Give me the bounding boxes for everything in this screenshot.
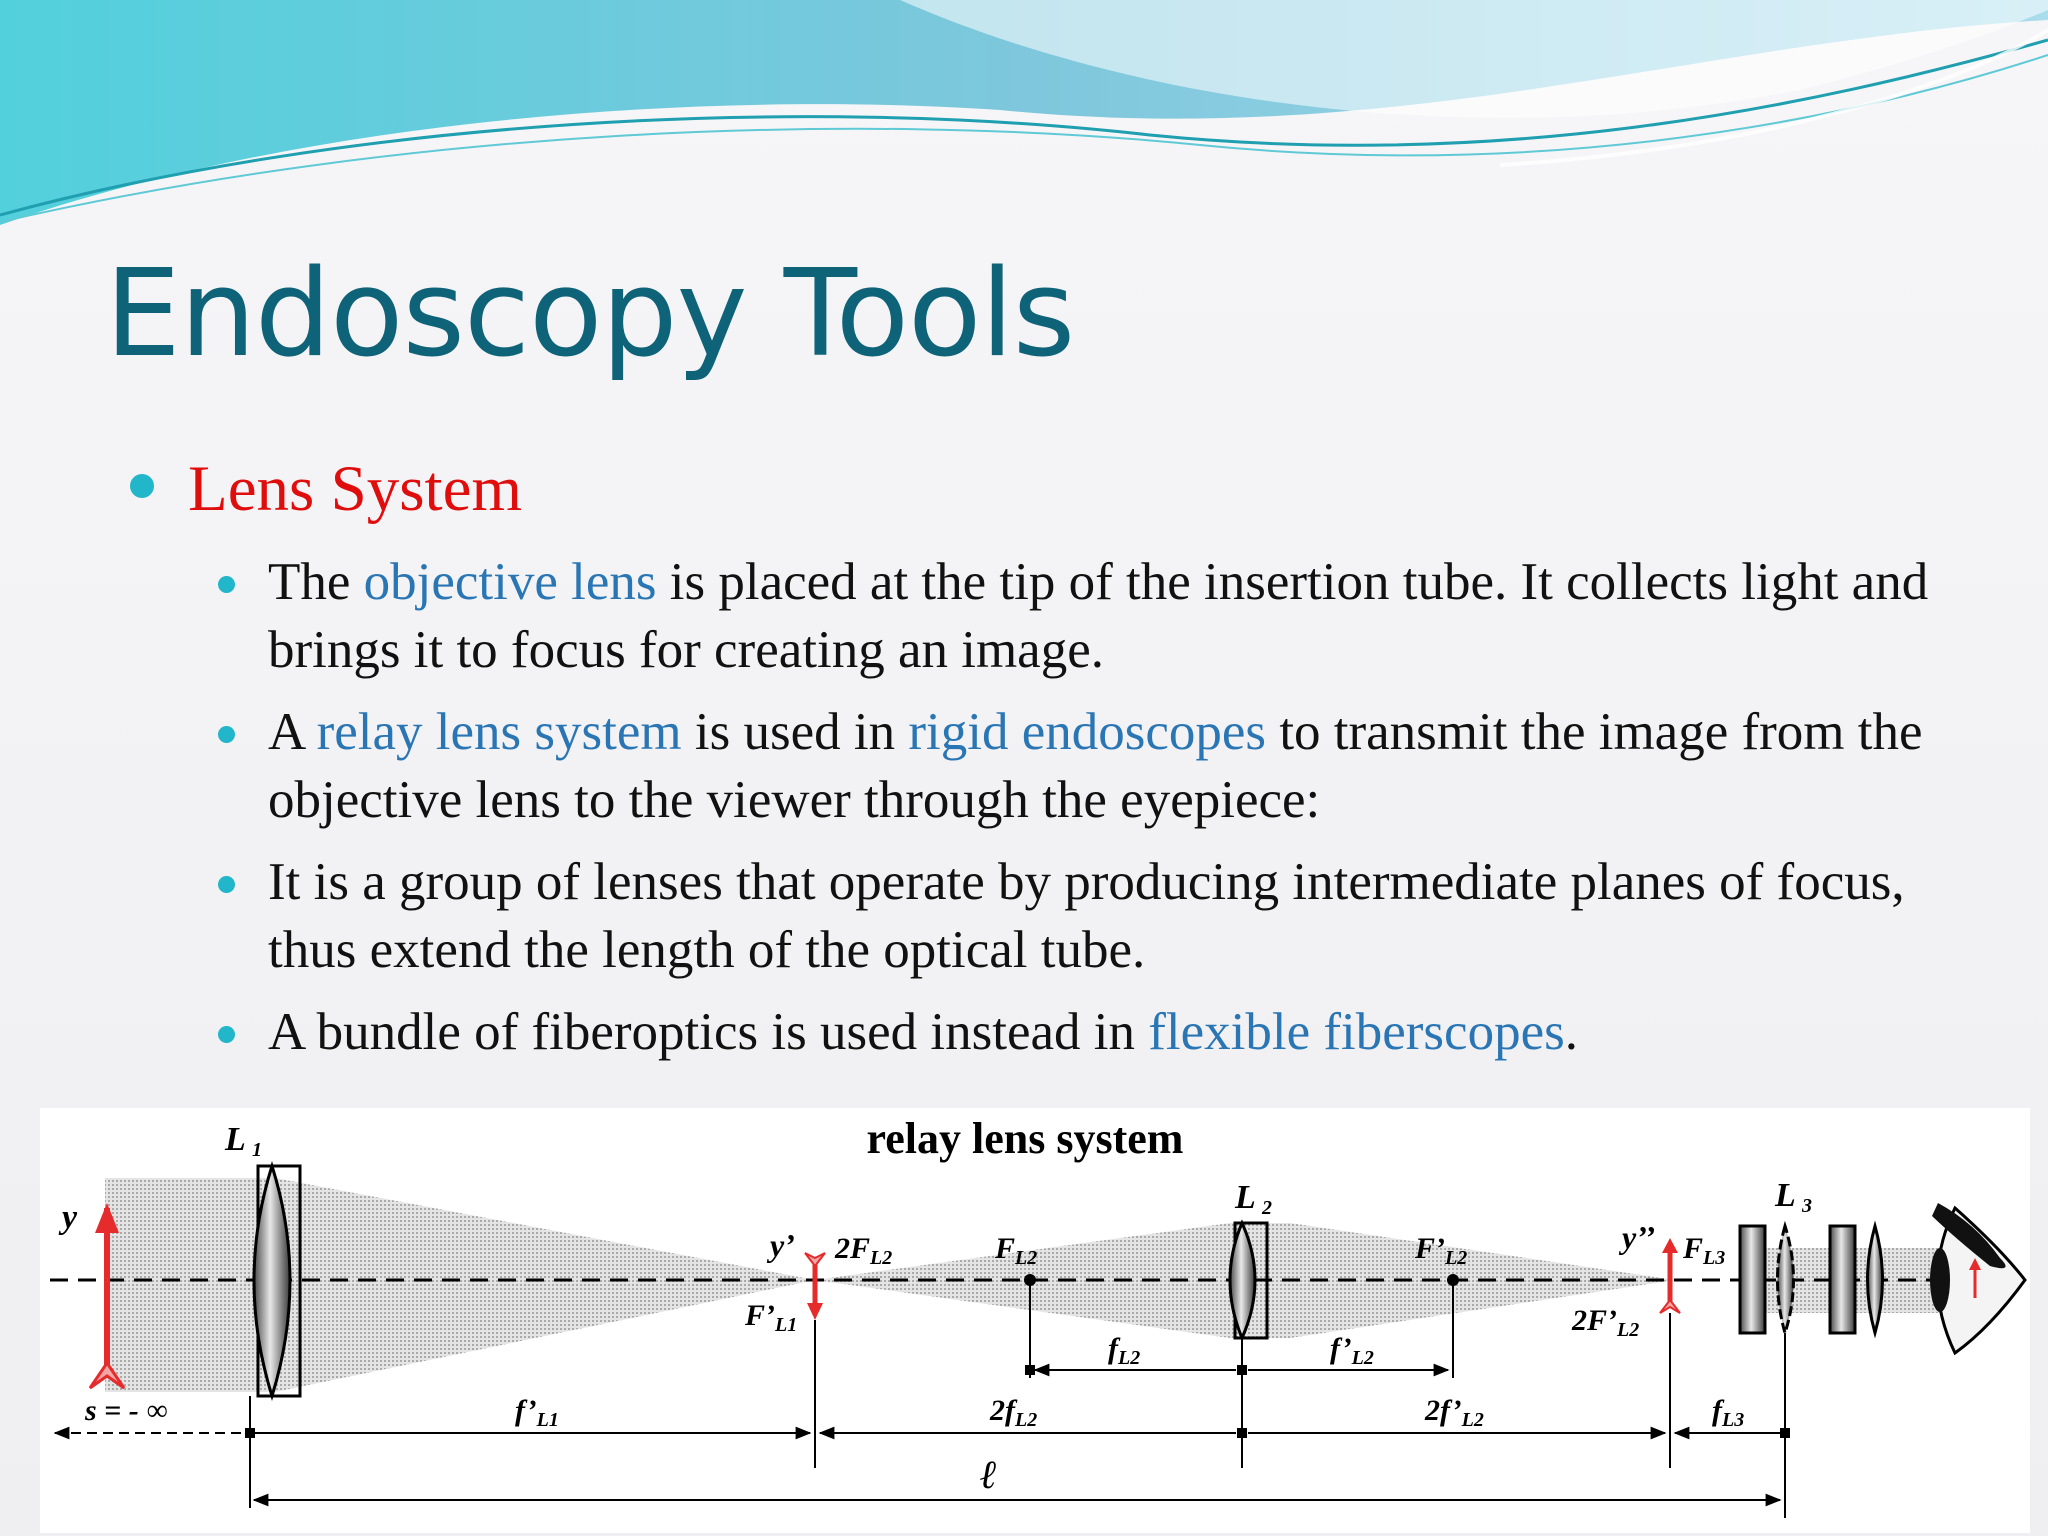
lens-label-L3: L <box>1775 1177 1796 1214</box>
bullet-item <box>214 848 1974 984</box>
label-f-L3: $f_{L3}$ <box>1712 1394 1745 1431</box>
label-2f-L2: $2f_{L2}$ <box>990 1394 1038 1431</box>
label-y-double-prime: y’’ <box>1622 1219 1656 1255</box>
relay-lens-diagram <box>40 1108 2030 1533</box>
highlight-term: flexible fiberscopes <box>1148 1003 1565 1061</box>
label-2fprime-L2: $2f’_{L2}$ <box>1425 1394 1484 1431</box>
label-fprime-L1: $f’_{L1}$ <box>515 1394 559 1431</box>
level1-bullet <box>130 452 522 527</box>
highlight-term: rigid endoscopes <box>908 703 1267 761</box>
bullet-text: is placed at the tip of the insertion tube. It collects light and brings it to focus for creating an image. <box>268 553 1929 679</box>
bullet-list <box>214 548 1974 1080</box>
bullet-dot-icon <box>218 726 235 743</box>
bullet-item <box>214 998 1974 1066</box>
label-fprime-L2: $f’_{L2}$ <box>1330 1332 1374 1369</box>
diagram-title: relay lens system <box>866 1114 1184 1163</box>
lens-L2-subscript: 2 <box>1262 1197 1272 1219</box>
highlight-term: relay lens system <box>316 703 682 761</box>
label-2Fprime-L2: $2F’_{L2}$ <box>1572 1304 1640 1341</box>
bullet-dot-icon <box>130 474 154 498</box>
slide-title: Endoscopy Tools <box>105 245 1075 384</box>
label-2F-L2: $2F_{L2}$ <box>835 1232 893 1269</box>
label-f-L2: $f_{L2}$ <box>1108 1332 1141 1369</box>
label-ell: ℓ <box>980 1452 998 1497</box>
lens-L1-subscript: 1 <box>252 1139 262 1161</box>
bullet-text: . <box>1564 1003 1578 1061</box>
level1-text: Lens System <box>188 453 523 525</box>
bullet-dot-icon <box>218 576 235 593</box>
bullet-item <box>214 698 1974 834</box>
lens-label-L1: L <box>225 1121 246 1158</box>
bullet-text: is used in <box>681 703 909 761</box>
label-Fprime-L1: $F’_{L1}$ <box>745 1299 798 1336</box>
bullet-text: A bundle of fiberoptics is used instead in <box>268 1003 1149 1061</box>
bullet-text: to transmit the image from the objective lens to the viewer through the eyepiece: <box>268 703 1923 829</box>
lens-L3-subscript: 3 <box>1802 1195 1812 1217</box>
highlight-term: objective lens <box>363 553 657 611</box>
label-y-prime: y’ <box>770 1227 795 1263</box>
bullet-text: The <box>268 553 364 611</box>
bullet-text: It is a group of lenses that operate by producing intermediate planes of focus, thus extend the length of the optical tube. <box>268 853 1905 979</box>
bullet-text: A <box>268 703 317 761</box>
label-F-L2: $F_{L2}$ <box>995 1232 1038 1269</box>
header-wave-decoration <box>0 0 2048 240</box>
lens-label-L2: L <box>1235 1179 1256 1216</box>
label-F-L3: $F_{L3}$ <box>1683 1232 1726 1269</box>
label-y: y <box>62 1199 78 1236</box>
label-s: s = - ∞ <box>85 1394 168 1427</box>
bullet-dot-icon <box>218 1026 235 1043</box>
label-Fprime-L2: $F’_{L2}$ <box>1415 1232 1468 1269</box>
bullet-item <box>214 548 1974 684</box>
bullet-dot-icon <box>218 876 235 893</box>
